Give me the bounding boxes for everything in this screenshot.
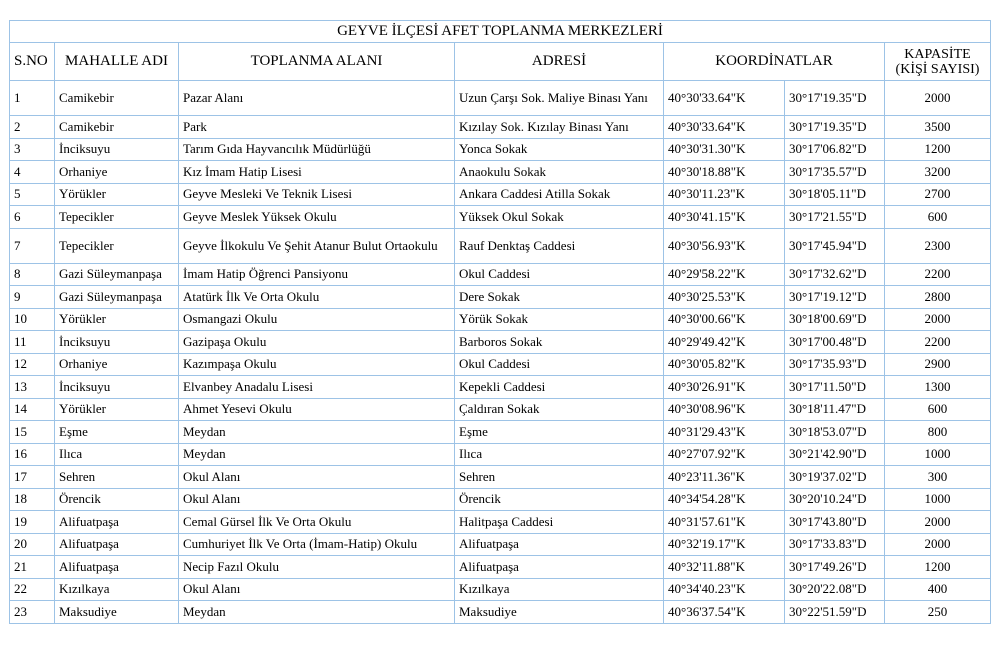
cell-latitude: 40°30'11.23"K <box>664 183 785 206</box>
cell-kapasite: 2200 <box>885 263 991 286</box>
table-row <box>10 443 991 466</box>
cell-sno: 6 <box>10 206 55 229</box>
cell-longitude: 30°20'22.08"D <box>785 578 885 601</box>
cell-sno: 8 <box>10 263 55 286</box>
cell-adres: Rauf Denktaş Caddesi <box>455 228 664 263</box>
cell-latitude: 40°30'41.15"K <box>664 206 785 229</box>
header-adres: ADRESİ <box>455 43 664 81</box>
header-sno: S.NO <box>10 43 55 81</box>
cell-mahalle: Örencik <box>55 488 179 511</box>
cell-adres: Kızılay Sok. Kızılay Binası Yanı <box>455 116 664 139</box>
table-row <box>10 331 991 354</box>
cell-longitude: 30°17'45.94"D <box>785 228 885 263</box>
cell-mahalle: Tepecikler <box>55 228 179 263</box>
cell-toplanma-alani: Meydan <box>179 443 455 466</box>
cell-latitude: 40°30'25.53"K <box>664 286 785 309</box>
cell-longitude: 30°17'21.55"D <box>785 206 885 229</box>
cell-sno: 14 <box>10 398 55 421</box>
cell-longitude: 30°17'33.83"D <box>785 533 885 556</box>
cell-toplanma-alani: Geyve İlkokulu Ve Şehit Atanur Bulut Ortaokulu <box>179 228 455 263</box>
cell-kapasite: 2200 <box>885 331 991 354</box>
cell-adres: Eşme <box>455 421 664 444</box>
table-row <box>10 578 991 601</box>
cell-toplanma-alani: Pazar Alanı <box>179 81 455 116</box>
cell-latitude: 40°30'56.93"K <box>664 228 785 263</box>
cell-toplanma-alani: Tarım Gıda Hayvancılık Müdürlüğü <box>179 138 455 161</box>
cell-mahalle: İnciksuyu <box>55 376 179 399</box>
cell-sno: 22 <box>10 578 55 601</box>
cell-toplanma-alani: Geyve Mesleki Ve Teknik Lisesi <box>179 183 455 206</box>
cell-kapasite: 1000 <box>885 443 991 466</box>
cell-latitude: 40°30'05.82"K <box>664 353 785 376</box>
cell-kapasite: 1000 <box>885 488 991 511</box>
cell-longitude: 30°17'49.26"D <box>785 556 885 579</box>
cell-toplanma-alani: Meydan <box>179 421 455 444</box>
cell-latitude: 40°32'19.17"K <box>664 533 785 556</box>
cell-longitude: 30°17'19.12"D <box>785 286 885 309</box>
cell-latitude: 40°31'57.61"K <box>664 511 785 534</box>
cell-mahalle: Camikebir <box>55 116 179 139</box>
cell-mahalle: Orhaniye <box>55 161 179 184</box>
table-row <box>10 206 991 229</box>
table-title: GEYVE İLÇESİ AFET TOPLANMA MERKEZLERİ <box>10 21 991 43</box>
cell-toplanma-alani: Ahmet Yesevi Okulu <box>179 398 455 421</box>
cell-adres: Okul Caddesi <box>455 353 664 376</box>
cell-mahalle: Gazi Süleymanpaşa <box>55 286 179 309</box>
cell-sno: 20 <box>10 533 55 556</box>
cell-toplanma-alani: Atatürk İlk Ve Orta Okulu <box>179 286 455 309</box>
header-kapasite-line1: KAPASİTE <box>904 46 971 62</box>
cell-toplanma-alani: Kazımpaşa Okulu <box>179 353 455 376</box>
cell-longitude: 30°18'11.47"D <box>785 398 885 421</box>
cell-adres: Barboros Sokak <box>455 331 664 354</box>
cell-longitude: 30°17'00.48"D <box>785 331 885 354</box>
cell-latitude: 40°34'40.23"K <box>664 578 785 601</box>
cell-kapasite: 1200 <box>885 556 991 579</box>
cell-adres: Ankara Caddesi Atilla Sokak <box>455 183 664 206</box>
cell-latitude: 40°30'33.64"K <box>664 116 785 139</box>
cell-longitude: 30°17'11.50"D <box>785 376 885 399</box>
table-row <box>10 398 991 421</box>
cell-longitude: 30°17'19.35"D <box>785 116 885 139</box>
table-row <box>10 353 991 376</box>
cell-mahalle: Gazi Süleymanpaşa <box>55 263 179 286</box>
cell-adres: Maksudiye <box>455 601 664 624</box>
cell-mahalle: Ilıca <box>55 443 179 466</box>
cell-kapasite: 2000 <box>885 533 991 556</box>
cell-sno: 17 <box>10 466 55 489</box>
cell-longitude: 30°18'05.11"D <box>785 183 885 206</box>
cell-mahalle: Sehren <box>55 466 179 489</box>
cell-kapasite: 1300 <box>885 376 991 399</box>
table-row <box>10 228 991 263</box>
cell-kapasite: 250 <box>885 601 991 624</box>
table-row <box>10 161 991 184</box>
cell-longitude: 30°22'51.59"D <box>785 601 885 624</box>
cell-longitude: 30°17'19.35"D <box>785 81 885 116</box>
cell-longitude: 30°17'43.80"D <box>785 511 885 534</box>
cell-sno: 16 <box>10 443 55 466</box>
cell-mahalle: Tepecikler <box>55 206 179 229</box>
cell-adres: Kızılkaya <box>455 578 664 601</box>
cell-adres: Yüksek Okul Sokak <box>455 206 664 229</box>
cell-sno: 7 <box>10 228 55 263</box>
cell-toplanma-alani: Okul Alanı <box>179 488 455 511</box>
table-row <box>10 556 991 579</box>
table-row <box>10 308 991 331</box>
cell-toplanma-alani: Okul Alanı <box>179 466 455 489</box>
cell-adres: Halitpaşa Caddesi <box>455 511 664 534</box>
cell-longitude: 30°17'35.93"D <box>785 353 885 376</box>
cell-sno: 12 <box>10 353 55 376</box>
table-row <box>10 376 991 399</box>
header-mahalle: MAHALLE ADI <box>55 43 179 81</box>
cell-latitude: 40°29'58.22"K <box>664 263 785 286</box>
table-row <box>10 263 991 286</box>
cell-adres: Alifuatpaşa <box>455 533 664 556</box>
cell-sno: 15 <box>10 421 55 444</box>
cell-sno: 13 <box>10 376 55 399</box>
cell-toplanma-alani: Cumhuriyet İlk Ve Orta (İmam-Hatip) Okulu <box>179 533 455 556</box>
table-row <box>10 421 991 444</box>
cell-latitude: 40°29'49.42"K <box>664 331 785 354</box>
table-row <box>10 601 991 624</box>
table-row <box>10 116 991 139</box>
cell-toplanma-alani: Osmangazi Okulu <box>179 308 455 331</box>
cell-adres: Yonca Sokak <box>455 138 664 161</box>
cell-latitude: 40°30'00.66"K <box>664 308 785 331</box>
cell-latitude: 40°34'54.28"K <box>664 488 785 511</box>
cell-latitude: 40°30'08.96"K <box>664 398 785 421</box>
cell-kapasite: 400 <box>885 578 991 601</box>
cell-mahalle: Alifuatpaşa <box>55 533 179 556</box>
cell-adres: Çaldıran Sokak <box>455 398 664 421</box>
cell-kapasite: 2800 <box>885 286 991 309</box>
cell-longitude: 30°17'32.62"D <box>785 263 885 286</box>
cell-kapasite: 2300 <box>885 228 991 263</box>
cell-kapasite: 2000 <box>885 308 991 331</box>
cell-adres: Okul Caddesi <box>455 263 664 286</box>
cell-toplanma-alani: Cemal Gürsel İlk Ve Orta Okulu <box>179 511 455 534</box>
cell-toplanma-alani: Necip Fazıl Okulu <box>179 556 455 579</box>
header-row <box>10 43 991 81</box>
cell-longitude: 30°17'35.57"D <box>785 161 885 184</box>
cell-mahalle: İnciksuyu <box>55 331 179 354</box>
cell-adres: Kepekli Caddesi <box>455 376 664 399</box>
table-body <box>10 81 991 624</box>
table-row <box>10 533 991 556</box>
header-kapasite <box>885 43 991 81</box>
cell-mahalle: Alifuatpaşa <box>55 511 179 534</box>
cell-toplanma-alani: Kız İmam Hatip Lisesi <box>179 161 455 184</box>
cell-adres: Sehren <box>455 466 664 489</box>
header-koordinatlar: KOORDİNATLAR <box>664 43 885 81</box>
cell-kapasite: 300 <box>885 466 991 489</box>
cell-sno: 9 <box>10 286 55 309</box>
cell-kapasite: 1200 <box>885 138 991 161</box>
cell-kapasite: 2000 <box>885 511 991 534</box>
header-kapasite-line2: (KİŞİ SAYISI) <box>895 61 980 77</box>
cell-latitude: 40°30'26.91"K <box>664 376 785 399</box>
cell-sno: 19 <box>10 511 55 534</box>
cell-adres: Dere Sokak <box>455 286 664 309</box>
cell-latitude: 40°36'37.54"K <box>664 601 785 624</box>
cell-longitude: 30°20'10.24"D <box>785 488 885 511</box>
cell-adres: Anaokulu Sokak <box>455 161 664 184</box>
table-row <box>10 286 991 309</box>
cell-mahalle: Yörükler <box>55 183 179 206</box>
cell-mahalle: Orhaniye <box>55 353 179 376</box>
cell-latitude: 40°30'18.88"K <box>664 161 785 184</box>
cell-sno: 23 <box>10 601 55 624</box>
cell-mahalle: İnciksuyu <box>55 138 179 161</box>
cell-mahalle: Camikebir <box>55 81 179 116</box>
cell-kapasite: 2900 <box>885 353 991 376</box>
cell-adres: Alifuatpaşa <box>455 556 664 579</box>
cell-longitude: 30°19'37.02"D <box>785 466 885 489</box>
cell-latitude: 40°30'33.64"K <box>664 81 785 116</box>
cell-adres: Uzun Çarşı Sok. Maliye Binası Yanı <box>455 81 664 116</box>
cell-toplanma-alani: Okul Alanı <box>179 578 455 601</box>
cell-kapasite: 2700 <box>885 183 991 206</box>
cell-latitude: 40°27'07.92"K <box>664 443 785 466</box>
cell-sno: 5 <box>10 183 55 206</box>
cell-mahalle: Maksudiye <box>55 601 179 624</box>
cell-sno: 4 <box>10 161 55 184</box>
cell-sno: 18 <box>10 488 55 511</box>
cell-adres: Örencik <box>455 488 664 511</box>
cell-kapasite: 600 <box>885 398 991 421</box>
cell-kapasite: 600 <box>885 206 991 229</box>
cell-adres: Ilıca <box>455 443 664 466</box>
cell-mahalle: Eşme <box>55 421 179 444</box>
table-row <box>10 183 991 206</box>
cell-sno: 10 <box>10 308 55 331</box>
cell-kapasite: 3200 <box>885 161 991 184</box>
header-toplanma-alani: TOPLANMA ALANI <box>179 43 455 81</box>
cell-toplanma-alani: Meydan <box>179 601 455 624</box>
cell-sno: 11 <box>10 331 55 354</box>
cell-mahalle: Kızılkaya <box>55 578 179 601</box>
cell-sno: 2 <box>10 116 55 139</box>
cell-sno: 21 <box>10 556 55 579</box>
cell-longitude: 30°17'06.82"D <box>785 138 885 161</box>
cell-latitude: 40°31'29.43"K <box>664 421 785 444</box>
cell-latitude: 40°30'31.30"K <box>664 138 785 161</box>
cell-kapasite: 3500 <box>885 116 991 139</box>
cell-longitude: 30°18'53.07"D <box>785 421 885 444</box>
cell-kapasite: 2000 <box>885 81 991 116</box>
cell-latitude: 40°23'11.36"K <box>664 466 785 489</box>
cell-mahalle: Alifuatpaşa <box>55 556 179 579</box>
table-row <box>10 488 991 511</box>
cell-longitude: 30°21'42.90"D <box>785 443 885 466</box>
cell-sno: 3 <box>10 138 55 161</box>
table-row <box>10 138 991 161</box>
cell-kapasite: 800 <box>885 421 991 444</box>
table-row <box>10 81 991 116</box>
table-row <box>10 511 991 534</box>
assembly-centers-table <box>9 20 991 624</box>
cell-toplanma-alani: Elvanbey Anadalu Lisesi <box>179 376 455 399</box>
cell-mahalle: Yörükler <box>55 308 179 331</box>
cell-mahalle: Yörükler <box>55 398 179 421</box>
cell-toplanma-alani: Park <box>179 116 455 139</box>
cell-sno: 1 <box>10 81 55 116</box>
cell-toplanma-alani: Geyve Meslek Yüksek Okulu <box>179 206 455 229</box>
table-row <box>10 466 991 489</box>
cell-adres: Yörük Sokak <box>455 308 664 331</box>
cell-longitude: 30°18'00.69"D <box>785 308 885 331</box>
cell-toplanma-alani: İmam Hatip Öğrenci Pansiyonu <box>179 263 455 286</box>
cell-latitude: 40°32'11.88"K <box>664 556 785 579</box>
cell-toplanma-alani: Gazipaşa Okulu <box>179 331 455 354</box>
